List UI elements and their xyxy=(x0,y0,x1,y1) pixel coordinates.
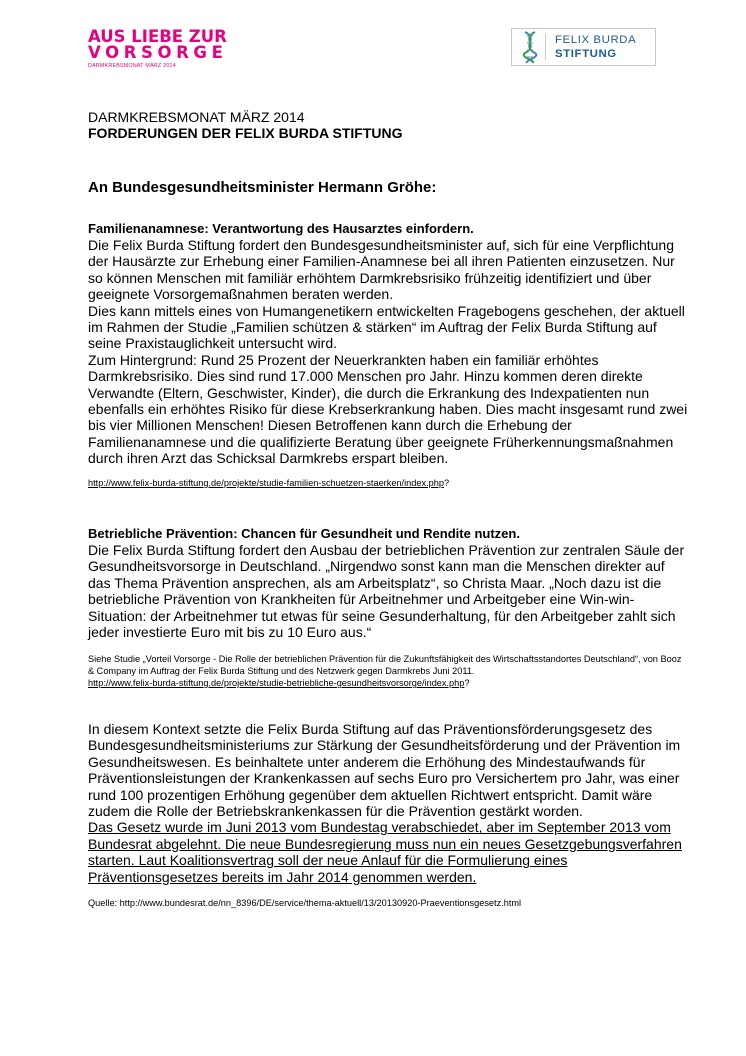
section1-link-suffix: ? xyxy=(443,478,450,488)
section2-paragraph2: In diesem Kontext setzte die Felix Burda Stiftung auf das Präventionsförderungsgesetz des Bundesgesundheitsministeriums zur Stärkung der Gesundheitsförderung und der Prävention im Gesundheitswesen. Es beinhaltete unter anderem die Erhöhung des Mindestaufwands für Präventionsleistungen der Krankenkassen auf sechs Euro pro Versichertem pro Jahr, was einer rund 100 prozentigen Erhöhung gegenüber dem aktuellen Richtwert entspricht. Damit wäre zudem die Rolle der Betriebskrankenkassen für die Prävention gestärkt worden. xyxy=(88,721,681,820)
dna-helix-icon xyxy=(515,29,545,65)
logo-divider xyxy=(545,34,546,60)
study-source-note: Siehe Studie „Vorteil Vorsorge - Die Rolle der betrieblichen Prävention für die Zukunftsfähigkeit des Wirtschaftsstandortes Deutschland“, von Booz & Company im Auftrag der Felix Burda Stiftung und des Netzwerk gegen Darmkrebs Juni 2011. xyxy=(88,654,682,676)
campaign-logo xyxy=(88,29,227,69)
section2-paragraph1: Die Felix Burda Stiftung fordert den Ausbau der betrieblichen Prävention zur zentralen Säule der Gesundheitsvorsorge in Deutschland. „Nirgendwo sonst kann man die Menschen direkter auf das Thema Prävention ansprechen, als am Arbeitsplatz“, so Christa Maar. „Noch dazu ist die betriebliche Prävention von Krankheiten für Arbeitnehmer und Arbeitgeber eine Win-win-Situation: der Arbeitnehmer tut etwas für seine Gesunderhaltung, für den Arbeitgeber zahlt sich jeder investierte Euro mit bis zu 10 Euro aus.“ xyxy=(88,542,685,641)
section1-link-line xyxy=(88,477,688,489)
foundation-name-line1: FELIX BURDA xyxy=(555,34,637,46)
section2-title: Betriebliche Prävention: Chancen für Gesundheit und Rendite nutzen. xyxy=(88,526,520,541)
study-source-note-block xyxy=(88,654,688,689)
section1-paragraph2: Dies kann mittels eines von Humangenetikern entwickelten Fragebogens geschehen, der aktuell im Rahmen der Studie „Familien schützen & stärken“ im Auftrag der Felix Burda Stiftung auf seine Praxistauglichkeit untersucht wird. xyxy=(88,302,685,352)
section1-link[interactable]: http://www.felix-burda-stiftung.de/projekte/studie-familien-schuetzen-staerken/index.php xyxy=(88,478,444,488)
quelle-source-line: Quelle: http://www.bundesrat.de/nn_8396/DE/service/thema-aktuell/13/20130920-Praeventionsgesetz.html xyxy=(88,898,522,908)
prevention-law-block xyxy=(88,721,688,885)
foundation-logo xyxy=(511,28,656,66)
campaign-logo-line2: VORSORGE xyxy=(88,43,228,62)
section1-paragraph3: Zum Hintergrund: Rund 25 Prozent der Neuerkrankten haben ein familiär erhöhtes Darmkrebsrisiko. Dies sind rund 17.000 Menschen pro Jahr. Hinzu kommen deren direkte Verwandte (Eltern, Geschwister, Kinder), die durch die Erkrankung des Indexpatienten nun ebenfalls ein erhöhtes Risiko für diese Krebserkrankung haben. Dies macht insgesamt rund zwei bis vier Millionen Menschen! Diesen Betroffenen kann durch die Erhebung der Familienanamnese und die qualifizierte Beratung über geeignete Früherkennungsmaßnahmen durch ihren Arzt das Schicksal Darmkrebs erspart bleiben. xyxy=(88,351,688,467)
foundation-name-line2: STIFTUNG xyxy=(555,48,617,60)
campaign-logo-line1: AUS LIEBE ZUR xyxy=(88,27,227,46)
section1-paragraph1: Die Felix Burda Stiftung fordert den Bundesgesundheitsminister auf, sich für eine Verpflichtung der Hausärzte zur Erhebung einer Familien-Anamnese bei all ihren Patienten einzusetzen. Nur so können Menschen mit familiär erhöhtem Darmkrebsrisiko frühzeitig identifiziert und über geeignete Vorsorgemaßnahmen beraten werden. xyxy=(88,237,675,303)
addressee-heading: An Bundesgesundheitsminister Hermann Gröhe: xyxy=(88,179,437,196)
campaign-logo-subline: DARMKREBSMONAT MÄRZ 2014 xyxy=(88,63,176,69)
document-subtitle: DARMKREBSMONAT MÄRZ 2014 xyxy=(88,109,305,125)
section1-title: Familienanamnese: Verantwortung des Hausarztes einfordern. xyxy=(88,221,474,236)
document-title: FORDERUNGEN DER FELIX BURDA STIFTUNG xyxy=(88,125,403,141)
section-workplace-prevention xyxy=(88,526,688,640)
section2-link[interactable]: http://www.felix-burda-stiftung.de/projekte/studie-betriebliche-gesundheitsvorsorge/index.php xyxy=(88,678,465,688)
law-status-paragraph: Das Gesetz wurde im Juni 2013 vom Bundestag verabschiedet, aber im September 2013 vom Bundesrat abgelehnt. Die neue Bundesregierung muss nun ein neues Gesetzgebungsverfahren starten. Laut Koalitionsvertrag soll der neue Anlauf für die Formulierung eines Präventionsgesetzes bereits im Jahr 2014 genommen werden. xyxy=(88,819,682,885)
section2-link-line xyxy=(88,677,688,689)
section-family-history xyxy=(88,221,688,467)
section2-link-suffix: ? xyxy=(464,678,470,688)
